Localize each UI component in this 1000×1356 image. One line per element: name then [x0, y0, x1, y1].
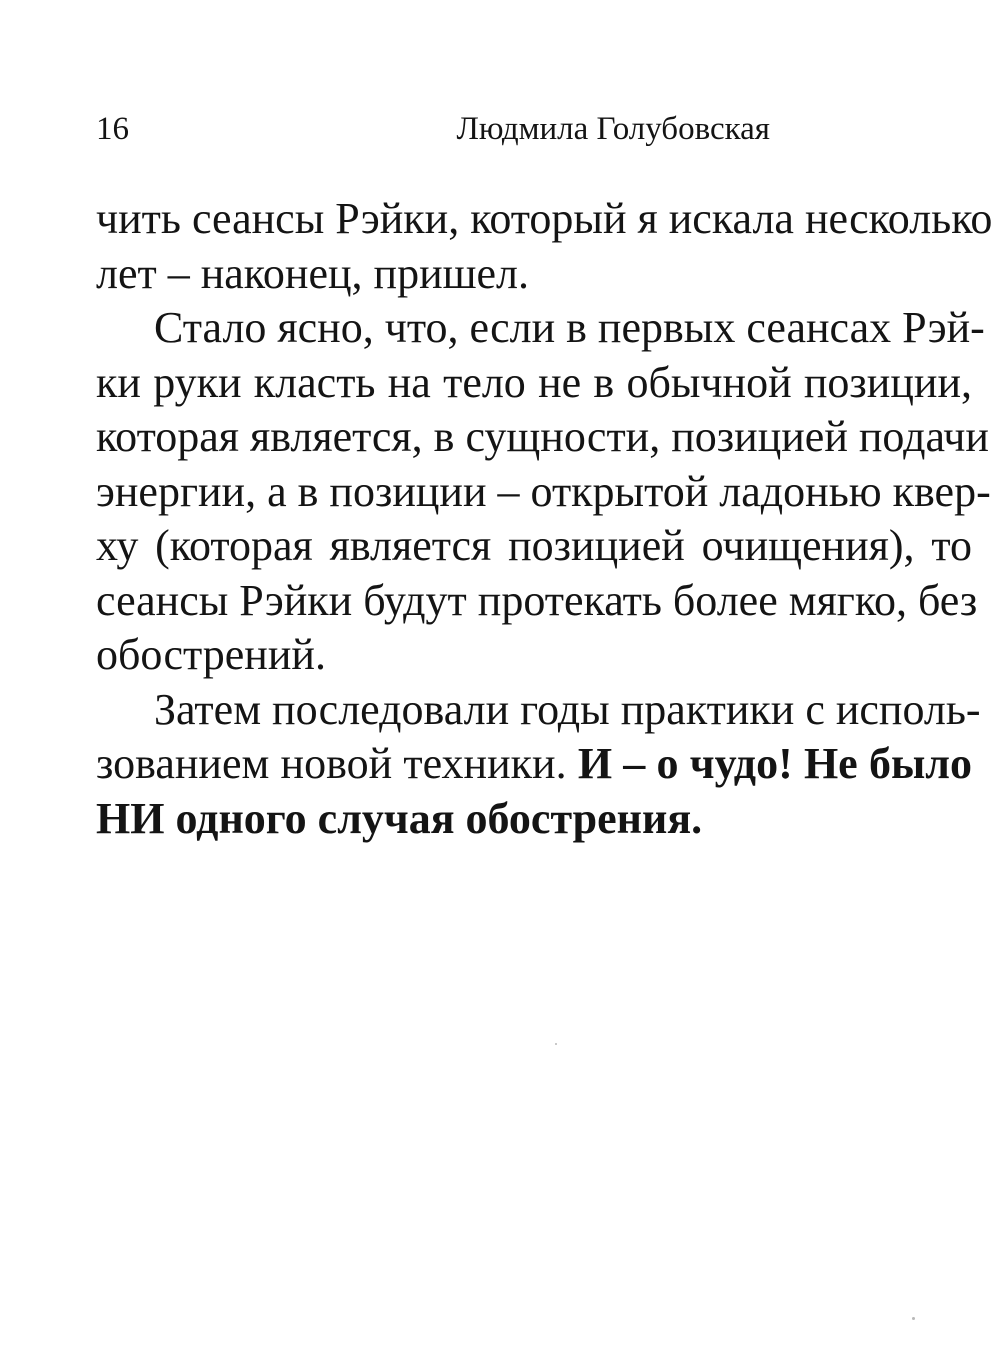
text-line: Затем последовали годы практики с исполь-: [154, 684, 981, 734]
body-text: [96, 192, 993, 846]
text-line: ху (которая является позицией очищения), то: [96, 521, 972, 570]
text-line: чить сеансы Рэйки, который я искала несколько: [96, 194, 993, 243]
text-line: лет – наконец, пришел.: [96, 248, 530, 298]
paper-speck: [912, 1317, 915, 1320]
text-line: ки руки класть на тело не в обычной позиции,: [96, 357, 972, 407]
paper-speck: [555, 1043, 557, 1045]
text-line: Стало ясно, что, если в первых сеансах Рэй-: [154, 303, 985, 352]
text-line: которая является, в сущности, позицией подачи: [96, 412, 989, 461]
text-line: сеансы Рэйки будут протекать более мягко, без: [96, 575, 978, 625]
running-head-author: Людмила Голубовская: [456, 111, 770, 147]
text-line: обострений.: [96, 630, 326, 679]
bold-text-line: НИ одного случая обострения.: [96, 793, 703, 843]
text-span: зованием новой техники.: [96, 739, 567, 788]
bold-text-span: И – о чудо! Не было: [577, 739, 972, 788]
page-header: [96, 104, 770, 154]
page-number: 16: [96, 111, 129, 147]
text-line-mixed: [96, 737, 972, 792]
text-line: энергии, а в позиции – открытой ладонью квер-: [96, 466, 991, 516]
